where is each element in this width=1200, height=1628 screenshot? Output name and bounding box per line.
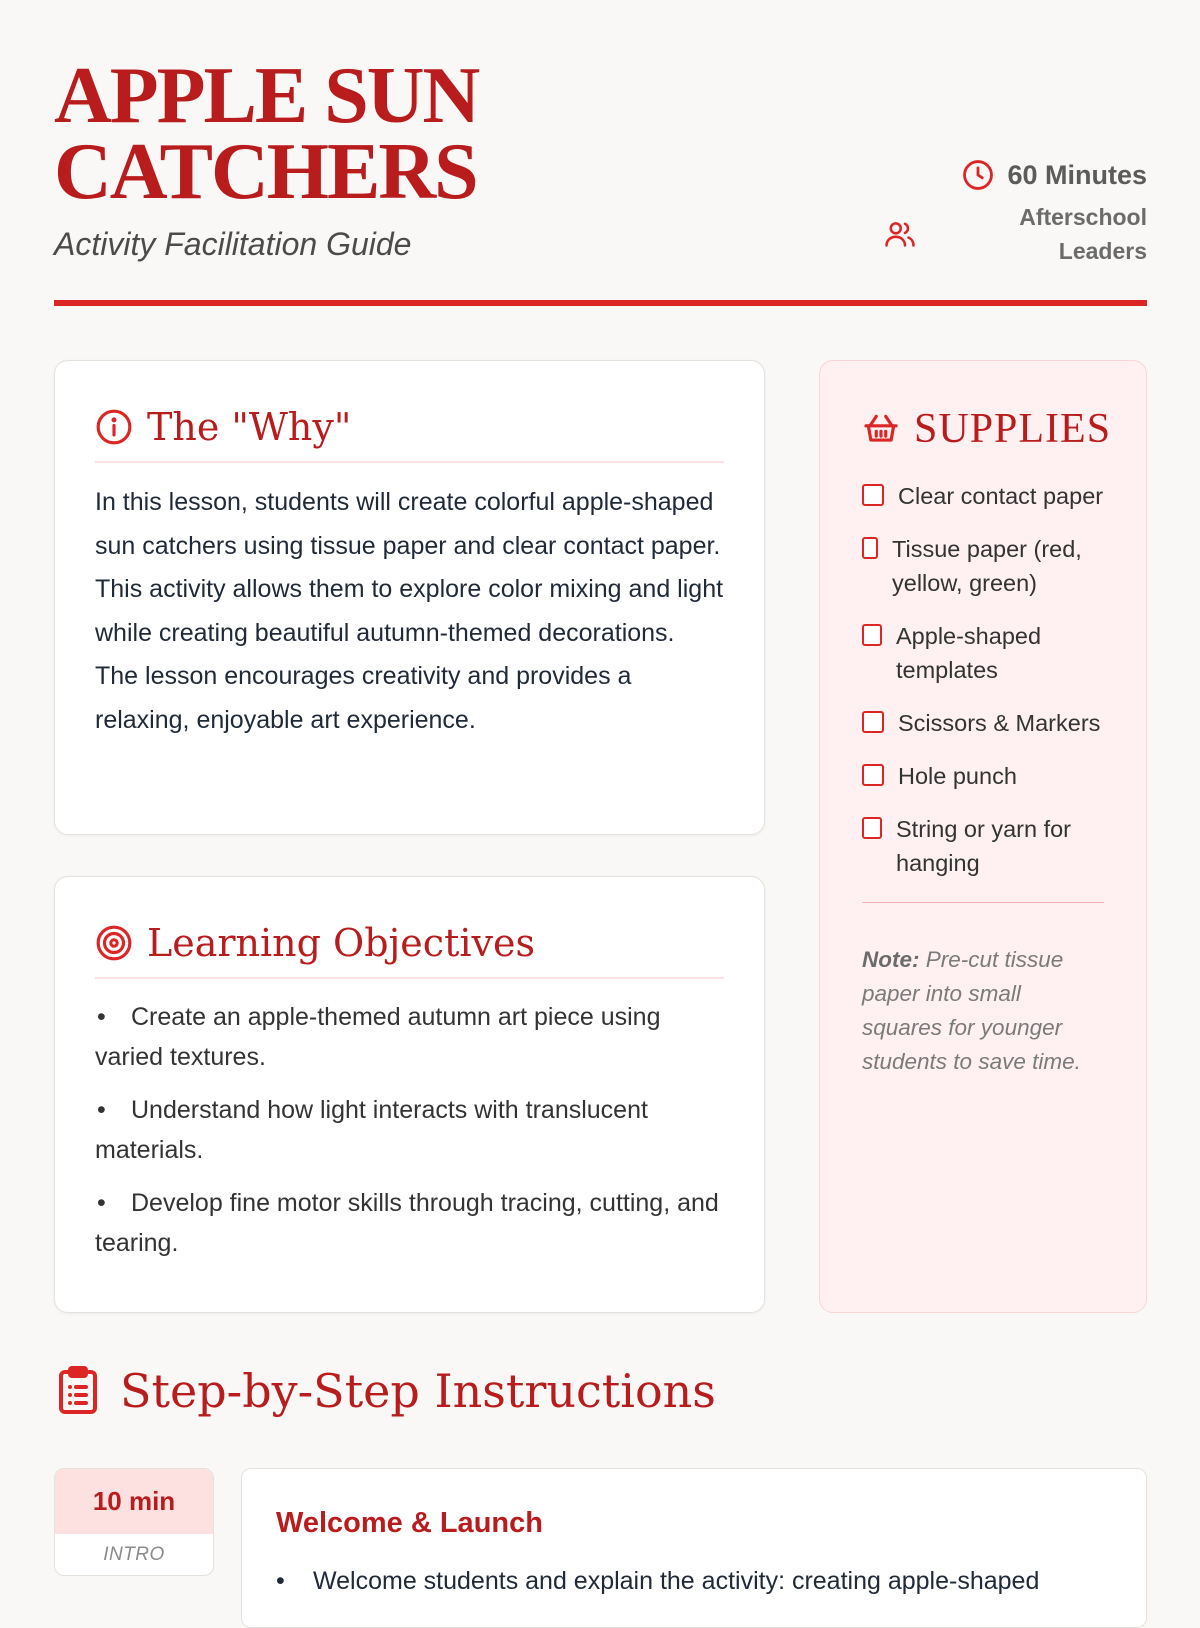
bullet-dot: • — [97, 1003, 106, 1031]
users-icon — [883, 217, 1007, 251]
supply-checkbox[interactable] — [862, 624, 882, 646]
duration-row — [883, 158, 1147, 192]
objectives-card-header — [95, 921, 724, 979]
title-line-2: CATCHERS — [54, 128, 477, 216]
supplies-list — [862, 479, 1104, 880]
supplies-divider — [862, 902, 1104, 903]
note-label: Note: — [862, 947, 920, 972]
steps-heading: Step-by-Step Instructions — [120, 1364, 716, 1418]
supplies-header — [862, 405, 1112, 453]
step-phase: INTRO — [103, 1544, 165, 1565]
page-subtitle: Activity Facilitation Guide — [54, 226, 412, 262]
supply-item: Apple-shaped templates — [862, 619, 1104, 687]
header-divider — [54, 300, 1147, 306]
why-body: In this lesson, students will create colorful apple-shaped sun catchers using tissue paper and clear contact paper. This activity allows them to explore color mixing and light while creating beautiful autumn-themed decorations. The lesson encourages creativity and provides a relaxing, enjoyable art experience. — [95, 488, 724, 734]
note-text: Pre-cut tissue paper into small squares for younger students to save time. — [862, 947, 1081, 1074]
supply-item: String or yarn for hanging — [862, 812, 1104, 880]
info-icon — [95, 408, 133, 446]
title-line-1: APPLE SUN — [54, 52, 479, 140]
objectives-heading: Learning Objectives — [147, 921, 535, 965]
step-duration: 10 min — [55, 1469, 213, 1534]
supply-checkbox[interactable] — [862, 537, 878, 559]
supply-checkbox[interactable] — [862, 764, 884, 786]
step-bullets — [276, 1562, 1112, 1600]
audience-text: Afterschool Leaders — [1019, 204, 1147, 264]
supply-item: Hole punch — [862, 759, 1104, 793]
page-title — [54, 52, 534, 216]
supply-checkbox[interactable] — [862, 817, 882, 839]
clipboard-icon — [54, 1365, 102, 1417]
bullet-dot: • — [97, 1096, 106, 1124]
step-card — [241, 1468, 1147, 1628]
supplies-panel — [819, 360, 1147, 1313]
target-icon — [95, 924, 133, 962]
basket-icon — [862, 410, 900, 448]
supply-checkbox[interactable] — [862, 484, 884, 506]
why-card-header — [95, 405, 724, 463]
step-title: Welcome & Launch — [276, 1507, 543, 1539]
activity-meta — [883, 158, 1147, 268]
supplies-note — [862, 943, 1104, 1079]
supply-item: Clear contact paper — [862, 479, 1104, 513]
page-header — [54, 52, 1147, 264]
why-card — [54, 360, 765, 835]
step-time-badge — [54, 1468, 214, 1576]
objective-item: • Develop fine motor skills through tracing, cutting, and tearing. — [95, 1183, 724, 1263]
objectives-list — [95, 997, 724, 1263]
objective-item: • Understand how light interacts with translucent materials. — [95, 1090, 724, 1170]
clock-icon — [961, 158, 995, 192]
bullet-dot: • — [97, 1189, 106, 1217]
objective-item: • Create an apple-themed autumn art piece using varied textures. — [95, 997, 724, 1077]
supply-checkbox[interactable] — [862, 711, 884, 733]
step-bullet: • Welcome students and explain the activity: creating apple-shaped — [276, 1562, 1112, 1600]
audience-row — [883, 200, 1147, 268]
duration-text: 60 Minutes — [1007, 159, 1147, 190]
why-heading: The "Why" — [147, 405, 352, 449]
steps-header — [54, 1364, 716, 1418]
bullet-dot: • — [276, 1567, 285, 1595]
supplies-heading: SUPPLIES — [914, 406, 1112, 452]
objectives-card — [54, 876, 765, 1313]
supply-item: Tissue paper (red, yellow, green) — [862, 532, 1104, 600]
supply-item: Scissors & Markers — [862, 706, 1104, 740]
